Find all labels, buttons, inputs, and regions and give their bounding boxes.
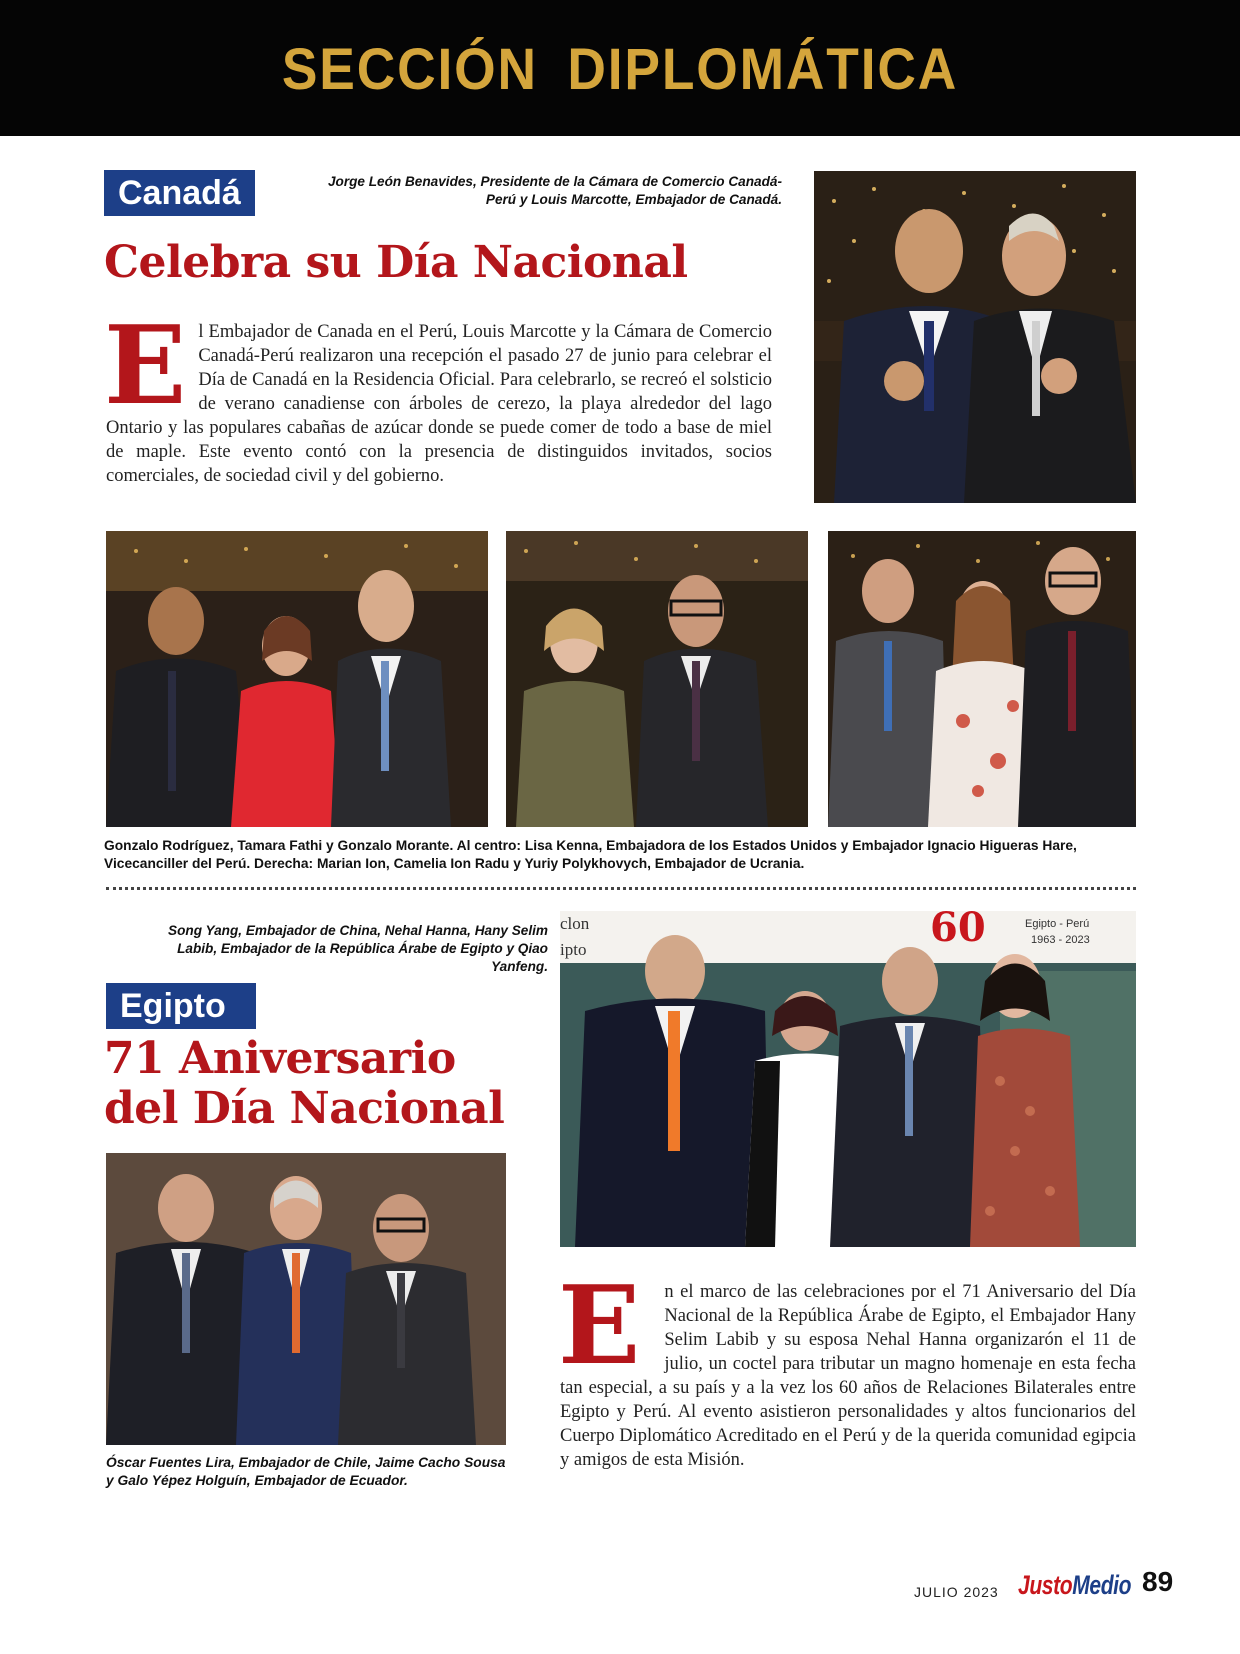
justomedio-logo (1018, 1570, 1131, 1601)
egipto-headline-line2: del Día Nacional (104, 1083, 505, 1134)
canada-article-text: l Embajador de Canada en el Perú, Louis Marcotte y la Cámara de Comercio Canadá-Perú realizaron una recepción el pasado 27 de junio para celebrar el Día de Canadá en la Residencia Oficial. Para celebrarlo, se recreó el solsticio de verano canadiense con árboles de cerezo, la playa alrededor del lago Ontario y las populares cabañas de azúcar donde se puede comer de todo a base de miel de maple. Este evento contó con la presencia de distinguidos invitados, socios comerciales, de sociedad civil y del gobierno. (106, 322, 772, 486)
egipto-bottom-photo-caption: Óscar Fuentes Lira, Embajador de Chile, Jaime Cacho Sousa y Galo Yépez Holguín, Embajador de Ecuador. (106, 1455, 506, 1488)
egipto-banner-left-text-2: ipto (560, 940, 587, 959)
canada-main-photo (814, 171, 1136, 503)
egipto-article-text: n el marco de las celebraciones por el 71 Aniversario del Día Nacional de la República Árabe de Egipto, el Embajador Hany Selim Labib y su esposa Nehal Hanna organizarón el 11 de julio, un coctel para tributar un magno homenaje en esta fecha tan especial, a su país y a la vez los 60 años de Relaciones Bilaterales entre Egipto y Perú. Al evento asistieron personalidades y altos funcionarios del Cuerpo Diplomático Acreditado en el Perú y de la querida comunidad egipcia y amigos de esta Misión. (560, 1282, 1136, 1470)
canada-drop-cap: E (104, 303, 187, 429)
section-title: SECCIÓN DIPLOMÁTICA (281, 37, 959, 102)
canada-photo-left (106, 531, 488, 827)
issue-date: JULIO 2023 (914, 1584, 999, 1600)
egipto-headline (104, 1034, 564, 1134)
egipto-country-tag: Egipto (106, 983, 256, 1029)
canada-photo-right (828, 531, 1136, 827)
egipto-drop-cap: E (558, 1263, 641, 1389)
canada-row-caption: Gonzalo Rodríguez, Tamara Fathi y Gonzalo Morante. Al centro: Lisa Kenna, Embajadora de los Estados Unidos y Embajador Ignacio Higueras Hare, Vicecanciller del Perú. Derecha: Marian Ion, Camelia Ion Radu y Yuriy Polykhovych, Embajador de Ucrania. (104, 838, 1077, 871)
egipto-headline-line1: 71 Aniversario (104, 1033, 456, 1084)
egipto-banner-left-text-1: clon (560, 914, 590, 933)
logo-part-medio: Medio (1072, 1570, 1132, 1600)
canada-article-body (104, 303, 772, 488)
egipto-top-photo-caption: Song Yang, Embajador de China, Nehal Hanna, Hany Selim Labib, Embajador de la República Árabe de Egipto y Qiao Yanfeng. (168, 923, 548, 974)
egipto-bottom-photo (106, 1153, 506, 1445)
page-number: 89 (1142, 1566, 1174, 1597)
egipto-banner-right-text-2: 1963 - 2023 (1031, 934, 1090, 946)
logo-part-justo: Justo (1018, 1570, 1073, 1600)
canada-top-photo-caption: Jorge León Benavides, Presidente de la Cámara de Comercio Canadá-Perú y Louis Marcotte, Embajador de Canadá. (327, 174, 782, 207)
section-divider-dots (106, 887, 1136, 890)
egipto-main-photo (560, 911, 1136, 1247)
canada-country-tag: Canadá (104, 170, 255, 216)
egipto-banner-logo-digits: 60 (930, 911, 986, 951)
egipto-article-body (558, 1263, 1136, 1472)
canada-headline: Celebra su Día Nacional (104, 237, 688, 288)
egipto-banner-right-text-1: Egipto - Perú (1025, 918, 1090, 930)
section-header-bar (0, 0, 1240, 136)
canada-photo-center (506, 531, 808, 827)
